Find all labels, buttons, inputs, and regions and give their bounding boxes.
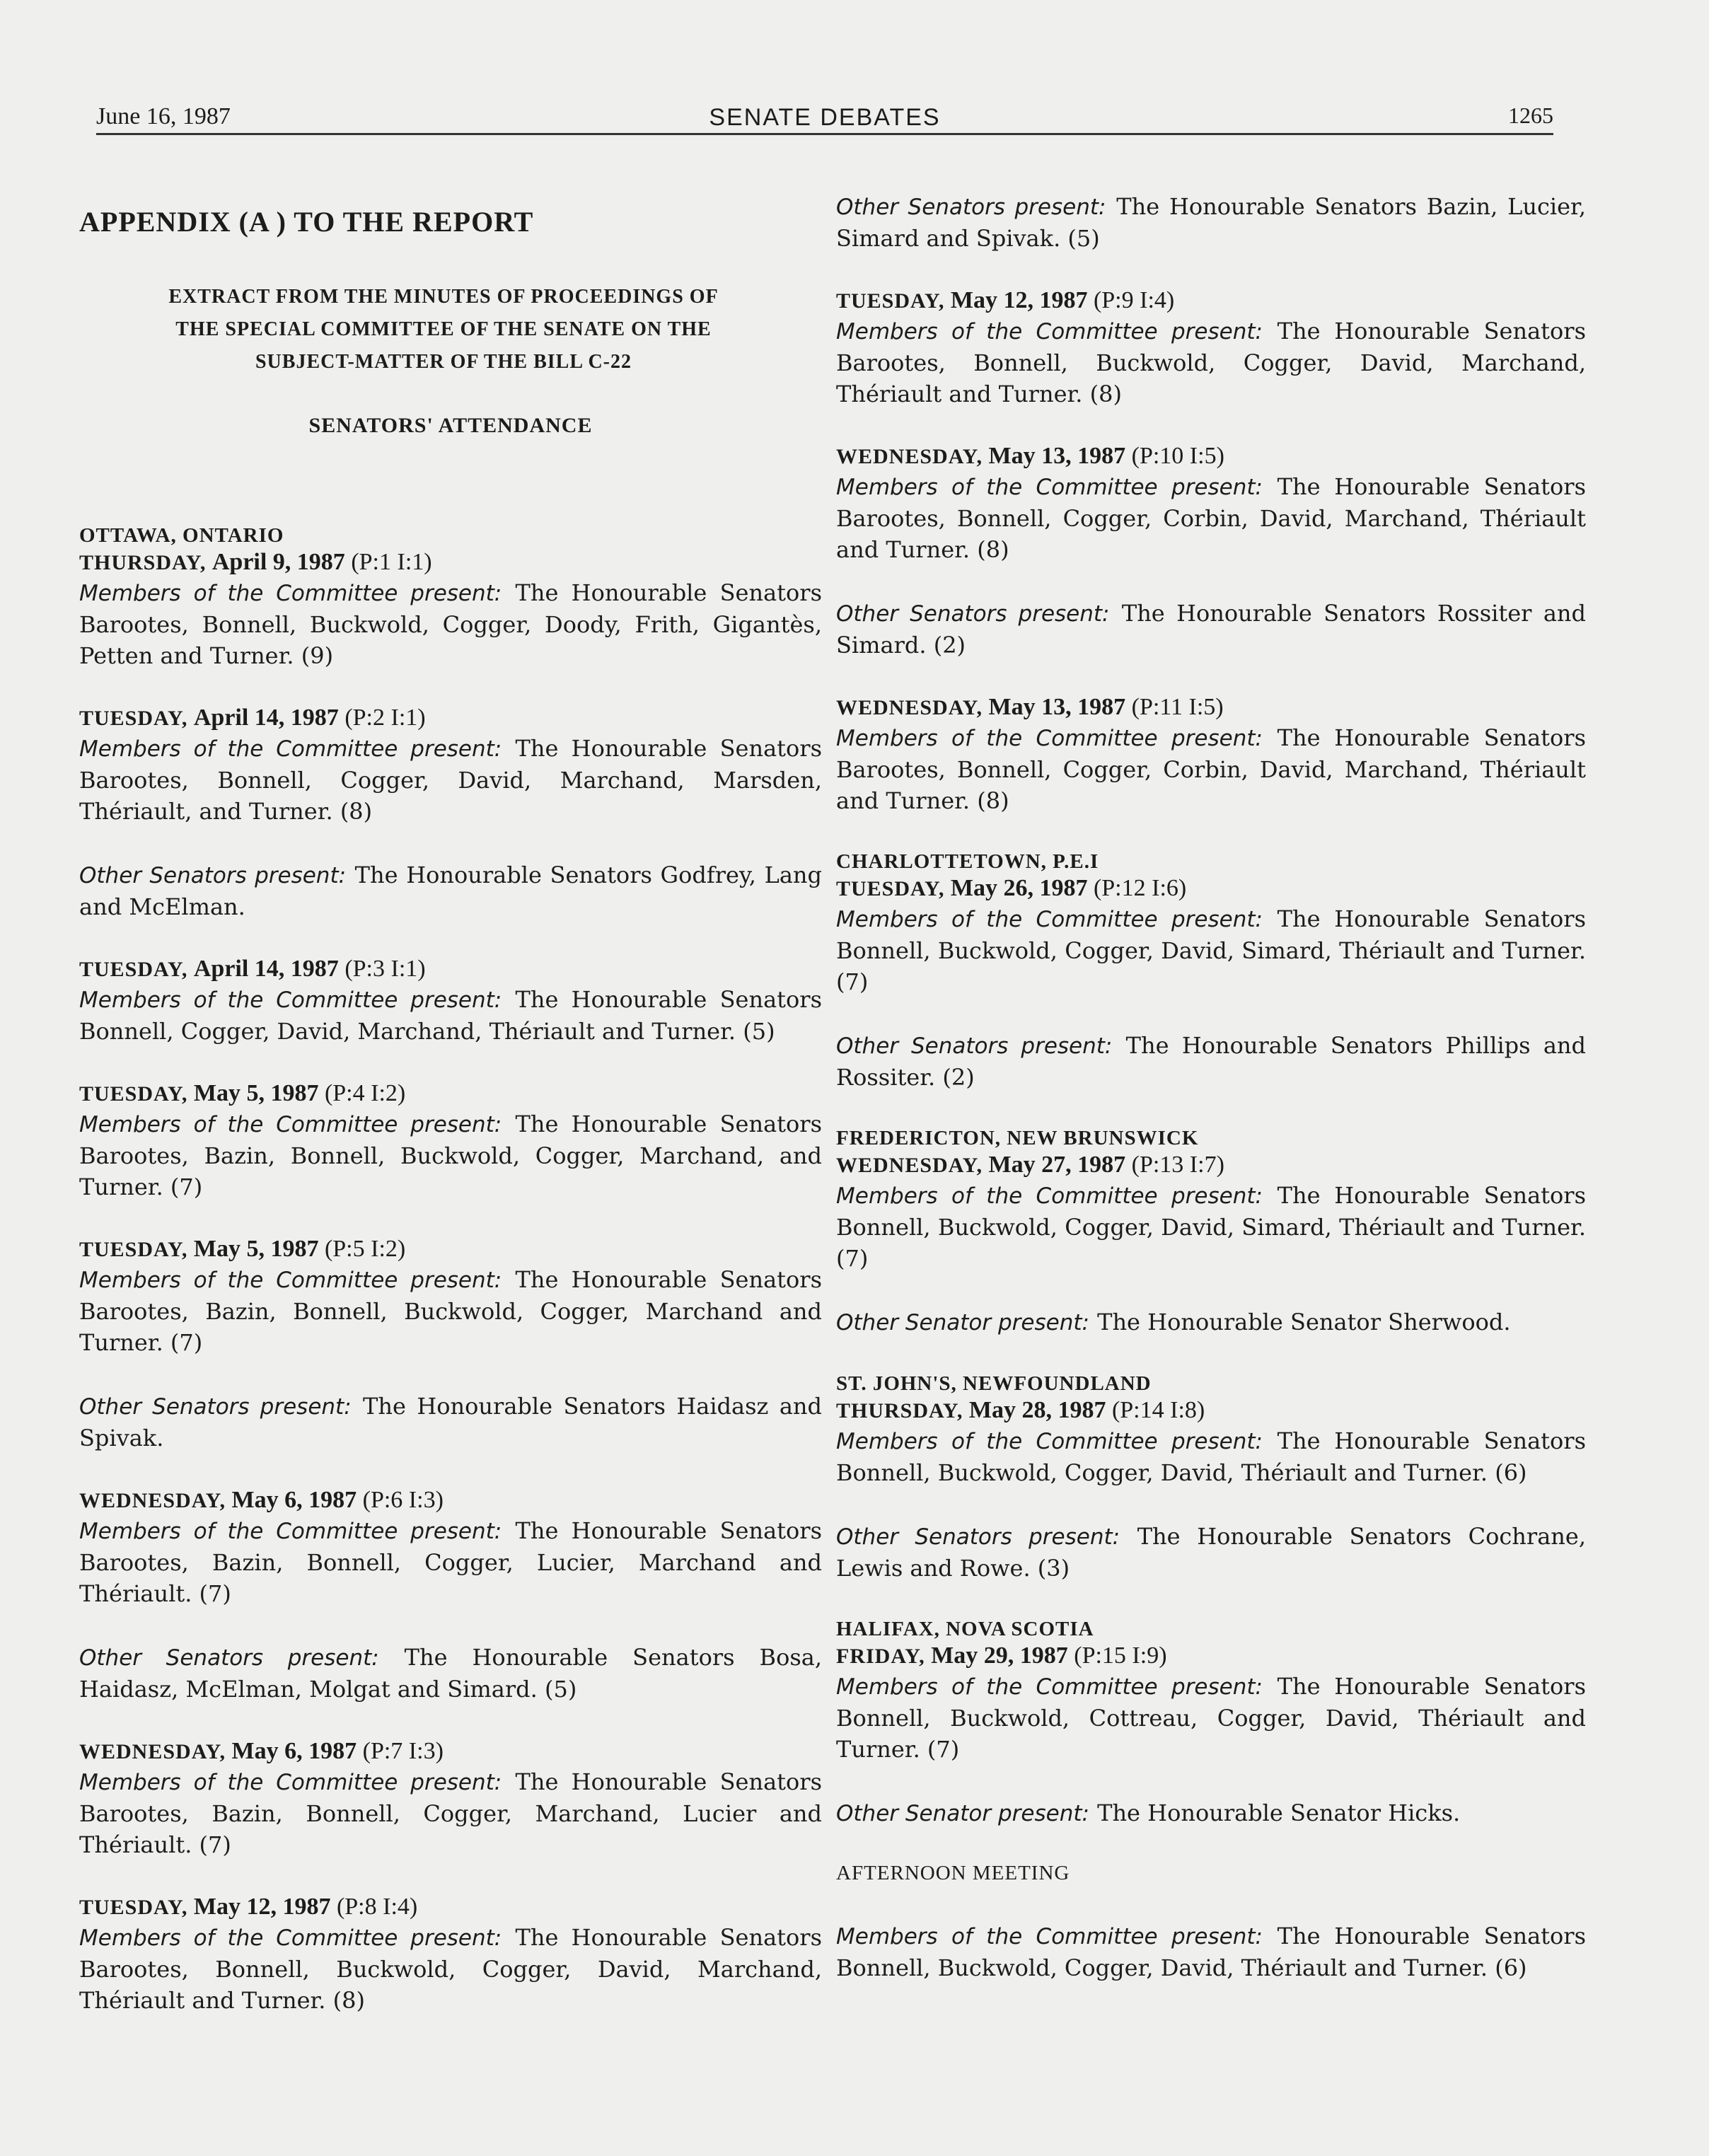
- extract-line: THE SPECIAL COMMITTEE OF THE SENATE ON THE: [175, 318, 712, 340]
- meeting-date: April 9, 1987: [212, 549, 345, 575]
- members-present: [79, 1922, 822, 2016]
- weekday: TUESDAY,: [836, 289, 945, 313]
- meeting-date-line: [836, 442, 1586, 471]
- members-label: Members of the Committee present:: [79, 581, 502, 606]
- members-label: Members of the Committee present:: [836, 319, 1263, 344]
- other-senators-present: [836, 1797, 1586, 1829]
- members-label: Members of the Committee present:: [836, 726, 1263, 751]
- members-label: Members of the Committee present:: [836, 475, 1263, 500]
- issue-reference: (P:5 I:2): [324, 1236, 406, 1262]
- location-heading: FREDERICTON, NEW BRUNSWICK: [836, 1127, 1199, 1149]
- attendance-entry: [79, 1893, 822, 2016]
- weekday: WEDNESDAY,: [836, 445, 983, 468]
- issue-reference: (P:15 I:9): [1074, 1642, 1167, 1669]
- members-text: The Honourable Senators Barootes, Bazin, Bonnell, Buckwold, Cogger, Marchand, and Turner. (7): [79, 1111, 823, 1200]
- members-present: [836, 903, 1586, 997]
- meeting-date-line: [79, 548, 822, 577]
- members-text: The Honourable Senators Barootes, Bazin, Bonnell, Cogger, Marchand, Lucier and Thériault. (7): [79, 1768, 823, 1858]
- meeting-date: May 28, 1987: [968, 1397, 1106, 1423]
- other-label: Other Senators present:: [79, 1394, 352, 1420]
- meeting-date-line: [836, 1396, 1586, 1425]
- weekday: THURSDAY,: [836, 1399, 963, 1422]
- other-text: The Honourable Senators Phillips and Rossiter. (2): [836, 1032, 1586, 1091]
- members-present: [79, 1766, 822, 1860]
- attendance-entry: [79, 523, 822, 671]
- header-title: SENATE DEBATES: [709, 104, 941, 131]
- page-header: [96, 99, 1553, 135]
- members-label: Members of the Committee present:: [79, 987, 502, 1013]
- meeting-date-line: [836, 874, 1586, 903]
- members-present: [79, 1108, 822, 1202]
- meeting-date-line: [79, 955, 822, 984]
- members-text: The Honourable Senators Bonnell, Buckwold, Cogger, David, Simard, Thériault and Turner. (7): [836, 1182, 1587, 1272]
- issue-reference: (P:14 I:8): [1111, 1397, 1205, 1423]
- other-label: Other Senators present:: [836, 601, 1110, 627]
- attendance-entry: [836, 693, 1586, 816]
- meeting-date: May 6, 1987: [231, 1487, 357, 1513]
- members-present: [836, 315, 1586, 410]
- attendance-entry: [836, 1371, 1586, 1488]
- right-column: [836, 191, 1586, 2016]
- location-heading: HALIFAX, NOVA SCOTIA: [836, 1618, 1094, 1640]
- extract-heading: [79, 281, 822, 378]
- members-label: Members of the Committee present:: [79, 1925, 502, 1951]
- meeting-date-line: [79, 1893, 822, 1922]
- issue-reference: (P:7 I:3): [362, 1738, 444, 1764]
- members-present: [836, 1671, 1586, 1765]
- other-text: The Honourable Senators Bosa, Haidasz, McElman, Molgat and Simard. (5): [79, 1644, 822, 1703]
- meeting-date-line: [79, 1486, 822, 1515]
- other-text: The Honourable Senator Hicks.: [1097, 1799, 1461, 1826]
- meeting-date-line: [836, 693, 1586, 722]
- meeting-date: May 26, 1987: [950, 875, 1088, 901]
- other-text: The Honourable Senators Rossiter and Simard. (2): [836, 600, 1586, 659]
- meeting-date: May 5, 1987: [193, 1080, 319, 1106]
- other-text: The Honourable Senators Haidasz and Spivak.: [79, 1393, 822, 1451]
- weekday: TUESDAY,: [79, 1238, 188, 1261]
- attendance-entry: [836, 598, 1586, 661]
- weekday: WEDNESDAY,: [79, 1740, 226, 1763]
- attendance-title: SENATORS' ATTENDANCE: [308, 414, 593, 437]
- left-entries: [79, 523, 822, 2016]
- weekday: TUESDAY,: [79, 1896, 188, 1919]
- meeting-date: May 12, 1987: [950, 287, 1088, 313]
- members-text: The Honourable Senators Bonnell, Buckwold, Cogger, David, Thériault and Turner. (6): [836, 1427, 1587, 1486]
- members-present: [836, 1425, 1586, 1488]
- issue-reference: (P:1 I:1): [351, 549, 432, 575]
- extract-line: EXTRACT FROM THE MINUTES OF PROCEEDINGS OF: [168, 286, 719, 308]
- attendance-entry: [836, 1030, 1586, 1093]
- members-present: [79, 733, 822, 827]
- other-label: Other Senators present:: [79, 863, 347, 888]
- members-label: Members of the Committee present:: [836, 1429, 1263, 1454]
- location-heading: OTTAWA, ONTARIO: [79, 524, 284, 547]
- attendance-entry: [836, 191, 1586, 254]
- issue-reference: (P:12 I:6): [1093, 875, 1187, 901]
- members-label: Members of the Committee present:: [79, 1519, 502, 1544]
- members-present: [836, 722, 1586, 816]
- attendance-entry: [79, 1486, 822, 1609]
- members-text: The Honourable Senators Barootes, Bonnell, Buckwold, Cogger, David, Marchand, Thériault and Turner. (8): [836, 318, 1587, 407]
- members-label: Members of the Committee present:: [836, 1674, 1263, 1700]
- attendance-entry: [836, 1797, 1586, 1829]
- other-label: Other Senator present:: [836, 1801, 1089, 1826]
- other-label: Other Senators present:: [79, 1645, 379, 1671]
- members-present: [79, 577, 822, 671]
- attendance-entry: [79, 1737, 822, 1860]
- members-text: The Honourable Senators Bonnell, Buckwold, Cottreau, Cogger, David, Thériault and Turner. (7): [836, 1673, 1587, 1763]
- issue-reference: (P:8 I:4): [336, 1894, 418, 1920]
- weekday: TUESDAY,: [836, 877, 945, 900]
- attendance-entry: [79, 955, 822, 1047]
- meeting-date-line: [79, 704, 822, 733]
- attendance-entry: [79, 1235, 822, 1358]
- issue-reference: (P:11 I:5): [1131, 694, 1224, 720]
- attendance-entry: [836, 286, 1586, 410]
- attendance-entry: [79, 859, 822, 922]
- afternoon-entry: [836, 1920, 1586, 1983]
- members-text: The Honourable Senators Barootes, Bazin, Bonnell, Cogger, Lucier, Marchand and Thériault. (7): [79, 1517, 823, 1607]
- other-label: Other Senators present:: [836, 195, 1106, 220]
- location-heading: ST. JOHN'S, NEWFOUNDLAND: [836, 1372, 1152, 1395]
- attendance-entry: [836, 1306, 1586, 1338]
- issue-reference: (P:4 I:2): [324, 1080, 406, 1106]
- weekday: FRIDAY,: [836, 1645, 925, 1668]
- attendance-entry: [79, 704, 822, 827]
- header-date: June 16, 1987: [96, 103, 231, 129]
- attendance-entry: [836, 1521, 1586, 1584]
- page-number: 1265: [1508, 103, 1553, 128]
- meeting-date-line: [836, 1642, 1586, 1671]
- members-text: The Honourable Senators Bonnell, Buckwold, Cogger, David, Thériault and Turner. (6): [836, 1923, 1587, 1981]
- members-label: Members of the Committee present:: [79, 1112, 502, 1137]
- afternoon-meeting-label: AFTERNOON MEETING: [836, 1862, 1070, 1884]
- members-present: [79, 1264, 822, 1358]
- issue-reference: (P:9 I:4): [1093, 287, 1175, 313]
- members-present: [79, 1515, 822, 1609]
- other-senators-present: [836, 1030, 1586, 1093]
- members-label: Members of the Committee present:: [79, 1770, 502, 1795]
- other-label: Other Senator present:: [836, 1310, 1089, 1335]
- other-text: The Honourable Senators Bazin, Lucier, Simard and Spivak. (5): [836, 193, 1586, 252]
- weekday: TUESDAY,: [79, 707, 188, 730]
- meeting-date: May 27, 1987: [988, 1152, 1126, 1178]
- meeting-date: April 14, 1987: [193, 705, 339, 731]
- attendance-entry: [836, 849, 1586, 997]
- other-senators-present: [836, 1306, 1586, 1338]
- other-senators-present: [79, 1642, 822, 1705]
- members-label: Members of the Committee present:: [79, 1268, 502, 1293]
- meeting-date: May 12, 1987: [193, 1894, 331, 1920]
- issue-reference: (P:3 I:1): [344, 956, 426, 982]
- members-text: The Honourable Senators Barootes, Bonnell, Cogger, Corbin, David, Marchand, Thériault and Turner. (8): [836, 724, 1587, 814]
- attendance-entry: [836, 1616, 1586, 1765]
- left-column: [79, 191, 822, 2048]
- appendix-title: APPENDIX (A ) TO THE REPORT: [79, 206, 534, 238]
- members-label: Members of the Committee present:: [79, 736, 502, 762]
- meeting-date-line: [79, 1235, 822, 1264]
- meeting-date: May 29, 1987: [931, 1642, 1068, 1669]
- weekday: WEDNESDAY,: [836, 696, 983, 719]
- weekday: WEDNESDAY,: [836, 1154, 983, 1177]
- members-present: [836, 1180, 1586, 1274]
- members-text: The Honourable Senators Barootes, Bonnell, Cogger, David, Marchand, Marsden, Thériault, and Turner. (8): [79, 735, 823, 825]
- attendance-entry: [79, 1642, 822, 1705]
- members-label: Members of the Committee present:: [836, 1924, 1263, 1949]
- extract-line: SUBJECT-MATTER OF THE BILL C-22: [255, 351, 632, 373]
- other-senators-present: [836, 191, 1586, 254]
- issue-reference: (P:6 I:3): [362, 1487, 444, 1513]
- members-text: The Honourable Senators Barootes, Bazin, Bonnell, Buckwold, Cogger, Marchand and Turner. (7): [79, 1266, 823, 1356]
- meeting-date-line: [836, 286, 1586, 315]
- issue-reference: (P:13 I:7): [1131, 1152, 1224, 1178]
- members-text: The Honourable Senators Bonnell, Buckwold, Cogger, David, Simard, Thériault and Turner. (7): [836, 905, 1587, 995]
- issue-reference: (P:2 I:1): [344, 705, 426, 731]
- meeting-date: May 13, 1987: [988, 443, 1126, 469]
- weekday: TUESDAY,: [79, 1082, 188, 1106]
- other-text: The Honourable Senators Cochrane, Lewis and Rowe. (3): [836, 1523, 1586, 1582]
- issue-reference: (P:10 I:5): [1131, 443, 1224, 469]
- attendance-entry: [836, 1125, 1586, 1274]
- weekday: THURSDAY,: [79, 551, 207, 574]
- members-label: Members of the Committee present:: [836, 1183, 1263, 1209]
- weekday: TUESDAY,: [79, 958, 188, 981]
- attendance-entry: [79, 1391, 822, 1454]
- members-present: [79, 984, 822, 1047]
- other-text: The Honourable Senator Sherwood.: [1097, 1309, 1511, 1335]
- members-text: The Honourable Senators Barootes, Bonnell, Buckwold, Cogger, Doody, Frith, Gigantès, Petten and Turner. (9): [79, 579, 823, 669]
- other-label: Other Senators present:: [836, 1033, 1113, 1059]
- other-label: Other Senators present:: [836, 1524, 1120, 1550]
- other-text: The Honourable Senators Godfrey, Lang and McElman.: [79, 862, 822, 920]
- other-senators-present: [79, 859, 822, 922]
- members-present: [836, 471, 1586, 565]
- attendance-entry: [836, 442, 1586, 565]
- other-senators-present: [836, 598, 1586, 661]
- meeting-date: May 6, 1987: [231, 1738, 357, 1764]
- attendance-entry: [79, 1079, 822, 1202]
- other-senators-present: [79, 1391, 822, 1454]
- meeting-date-line: [79, 1079, 822, 1108]
- members-text: The Honourable Senators Barootes, Bonnell, Buckwold, Cogger, David, Marchand, Thériault and Turner. (8): [79, 1924, 823, 2014]
- meeting-date-line: [836, 1151, 1586, 1180]
- members-text: The Honourable Senators Bonnell, Cogger, David, Marchand, Thériault and Turner. (5): [79, 986, 823, 1045]
- meeting-date: April 14, 1987: [193, 956, 339, 982]
- meeting-date: May 13, 1987: [988, 694, 1126, 720]
- meeting-date: May 5, 1987: [193, 1236, 319, 1262]
- right-entries: [836, 191, 1586, 1829]
- weekday: WEDNESDAY,: [79, 1489, 226, 1512]
- members-label: Members of the Committee present:: [836, 907, 1263, 932]
- meeting-date-line: [79, 1737, 822, 1766]
- members-text: The Honourable Senators Barootes, Bonnell, Cogger, Corbin, David, Marchand, Thériault and Turner. (8): [836, 473, 1587, 563]
- location-heading: CHARLOTTETOWN, P.E.I: [836, 850, 1099, 873]
- other-senators-present: [836, 1521, 1586, 1584]
